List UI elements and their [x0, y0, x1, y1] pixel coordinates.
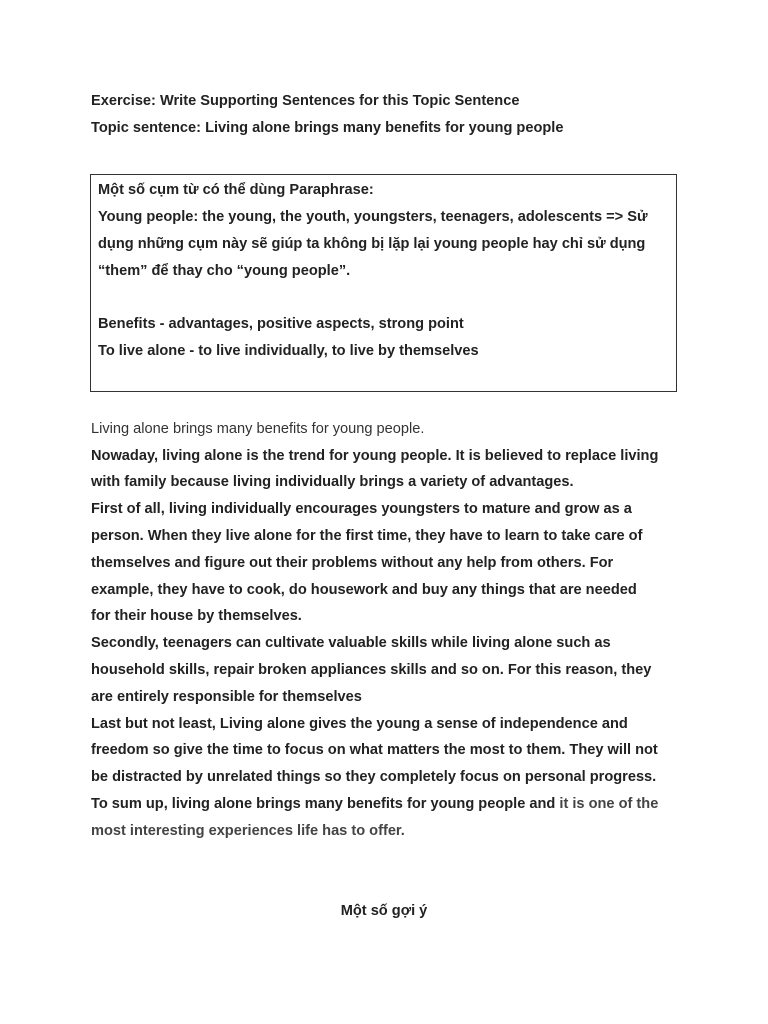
essay-conclusion-line: most interesting experiences life has to offer.	[91, 823, 405, 839]
paraphrase-title: Một số cụm từ có thể dùng Paraphrase:	[98, 182, 374, 198]
paraphrase-box	[90, 174, 677, 392]
paraphrase-young-line: dụng những cụm này sẽ giúp ta không bị lặp lại young people hay chỉ sử dụng	[98, 236, 646, 252]
essay-line: example, they have to cook, do housework and buy any things that are needed	[91, 582, 637, 598]
exercise-heading: Exercise: Write Supporting Sentences for this Topic Sentence	[91, 93, 520, 109]
paraphrase-young-line: Young people: the young, the youth, youngsters, teenagers, adolescents => Sử	[98, 209, 648, 225]
essay-line: First of all, living individually encourages youngsters to mature and grow as a	[91, 501, 632, 517]
essay-line: person. When they live alone for the first time, they have to learn to take care of	[91, 528, 643, 544]
essay-line: with family because living individually brings a variety of advantages.	[91, 474, 574, 490]
essay-line: be distracted by unrelated things so they completely focus on personal progress.	[91, 769, 657, 785]
suggestion-heading: Một số gợi ý	[340, 903, 428, 919]
essay-line: for their house by themselves.	[91, 608, 302, 624]
essay-line: Secondly, teenagers can cultivate valuable skills while living alone such as	[91, 635, 611, 651]
essay-line: household skills, repair broken appliances skills and so on. For this reason, they	[91, 662, 652, 678]
essay-conclusion-line	[91, 791, 658, 818]
essay-conclusion-part: it is one of the	[559, 796, 659, 812]
paraphrase-live-alone: To live alone - to live individually, to live by themselves	[98, 343, 479, 359]
paraphrase-young-line: “them” để thay cho “young people”.	[98, 263, 351, 279]
essay-line: freedom so give the time to focus on what matters the most to them. They will not	[91, 742, 658, 758]
essay-line: Nowaday, living alone is the trend for young people. It is believed to replace living	[91, 448, 659, 464]
essay-line: themselves and figure out their problems without any help from others. For	[91, 555, 614, 571]
essay-topic-sentence: Living alone brings many benefits for young people.	[91, 421, 425, 437]
essay-conclusion-part: To sum up, living alone brings many benefits for young people and	[91, 796, 560, 812]
essay-line: Last but not least, Living alone gives the young a sense of independence and	[91, 716, 628, 732]
essay-line: are entirely responsible for themselves	[91, 689, 362, 705]
paraphrase-benefits: Benefits - advantages, positive aspects, strong point	[98, 316, 464, 332]
topic-sentence-heading: Topic sentence: Living alone brings many benefits for young people	[91, 120, 564, 136]
